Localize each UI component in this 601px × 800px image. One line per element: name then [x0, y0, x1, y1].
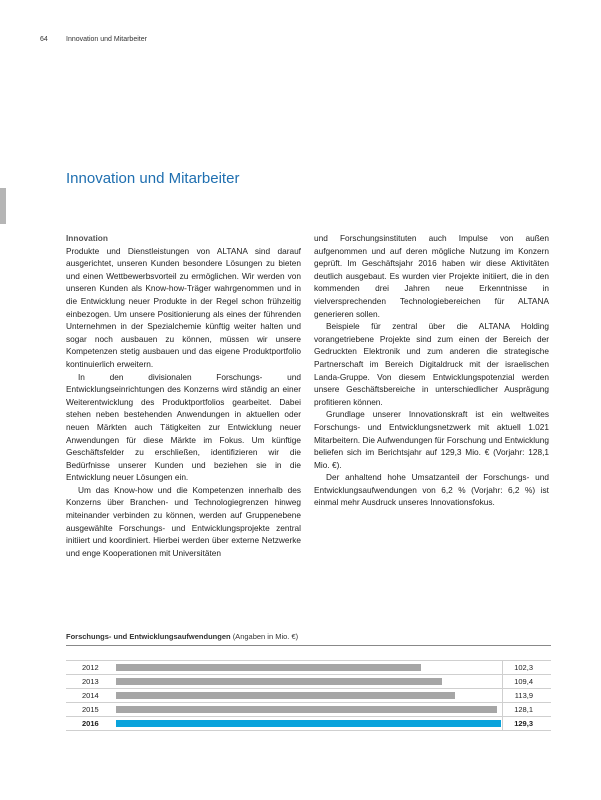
- chart-title-main: Forschungs- und Entwicklungsaufwendungen: [66, 632, 231, 641]
- bar-2015: [116, 706, 497, 713]
- right-text-column: [314, 232, 549, 509]
- row-divider: [502, 661, 503, 674]
- left-text-column: [66, 232, 301, 559]
- category-label: 2013: [82, 677, 99, 686]
- bar-2014: [116, 692, 455, 699]
- side-tab-marker: [0, 188, 6, 224]
- paragraph: Grundlage unserer Innovationskraft ist ein weltweites Forschungs- und Entwicklungsnetzwerk mit aktuell 1.021 Mitarbeitern. Die Aufwendungen für Forschung und Entwicklung beliefen sich im Berichtsjahr auf 129,3 Mio. € (Vorjahr: 128,1 Mio. €).: [314, 409, 549, 470]
- paragraph: Produkte und Dienstleistungen von ALTANA sind darauf ausgerichtet, unseren Kunden besondere Lösungen zu bieten und einen Wettbewerbsvorteil zu ermöglichen. Wir werden von unseren Kunden als Know-how-Träger wahrgenommen und in die Entwicklung neuer Produkte in der Regel schon frühzeitig einbezogen. Um unsere Positionierung als eines der führenden Unternehmen in der Spezialchemie künftig weiter halten und sogar noch ausbauen zu können, müssen wir unsere Kompetenzen stetig ausbauen und das eigene Produktportfolio kontinuierlich erweitern.: [66, 245, 301, 369]
- chart-row-2013: [66, 675, 551, 689]
- value-label: 109,4: [514, 677, 533, 686]
- value-label: 129,3: [514, 719, 533, 728]
- rd-expenses-bar-chart: [66, 660, 551, 731]
- value-label: 128,1: [514, 705, 533, 714]
- row-divider: [502, 717, 503, 730]
- paragraph: Beispiele für zentral über die ALTANA Holding vorangetriebene Projekte sind zum einen der Bereich der Gedruckten Elektronik und zum anderen die strategische Partnerschaft im Bereich Digitaldruck mit der israelischen Landa-Gruppe. Von diesem Entwicklungspotenzial werden unsere Geschäftsbereiche in unterschiedlicher Ausprägung profitieren können.: [314, 321, 549, 407]
- section-title: Innovation und Mitarbeiter: [66, 170, 240, 187]
- value-label: 113,9: [514, 691, 533, 700]
- row-divider: [502, 675, 503, 688]
- page-number: 64: [40, 36, 48, 43]
- paragraph: Der anhaltend hohe Umsatzanteil der Forschungs- und Entwicklungsaufwendungen von 6,2 % (Vorjahr: 6,2 %) ist einmal mehr Ausdruck unseres Innovationsfokus.: [314, 472, 549, 508]
- category-label: 2016: [82, 719, 99, 728]
- chart-row-2015: [66, 703, 551, 717]
- category-label: 2014: [82, 691, 99, 700]
- paragraph: Um das Know-how und die Kompetenzen innerhalb des Konzerns über Branchen- und Technologiegrenzen hinweg miteinander verbinden zu können, werden auf Gruppenebene ausgewählte Forschungs- und Entwicklungsprojekte zentral initiiert und koordiniert. Hierbei werden über externe Netzwerke und enge Kooperationen mit Universitäten: [66, 484, 301, 558]
- chart-title: [66, 632, 298, 641]
- bar-2013: [116, 678, 442, 685]
- row-divider: [502, 703, 503, 716]
- chart-title-note: (Angaben in Mio. €): [232, 632, 299, 641]
- chart-row-2016: [66, 717, 551, 731]
- category-label: 2015: [82, 705, 99, 714]
- paragraph: In den divisionalen Forschungs- und Entwicklungseinrichtungen des Konzerns wird ständig an einer Weiterentwicklung des Produktportfolios gearbeitet. Dabei stehen neben bestehenden Anwendungen in aktuellen oder neuen Märkten auch Tätigkeiten zur Entwicklung neuer Anwendungen für diese Märkte im Fokus. Um künftige Geschäftsfelder zu erschließen, identifizieren wir die Bedürfnisse unserer Kunden und beziehen sie in die Entwicklung neuer Lösungen ein.: [66, 371, 301, 483]
- row-divider: [502, 689, 503, 702]
- chart-row-2014: [66, 689, 551, 703]
- subhead-innovation: Innovation: [66, 233, 108, 243]
- paragraph: und Forschungsinstituten auch Impulse von außen aufgenommen und auf deren mögliche Nutzung im Konzern geprüft. Im Geschäftsjahr 2016 haben wir diese Aktivitäten deutlich ausgebaut. Es wurden vier Projekte initiiert, die in den kommenden drei Jahren neue Erkenntnisse in vielversprechenden Technologiebereichen für ALTANA generieren sollen.: [314, 233, 549, 319]
- running-head: Innovation und Mitarbeiter: [66, 36, 147, 43]
- category-label: 2012: [82, 663, 99, 672]
- value-label: 102,3: [514, 663, 533, 672]
- chart-row-2012: [66, 660, 551, 675]
- bar-2016: [116, 720, 501, 727]
- chart-rule: [66, 645, 551, 646]
- bar-2012: [116, 664, 421, 671]
